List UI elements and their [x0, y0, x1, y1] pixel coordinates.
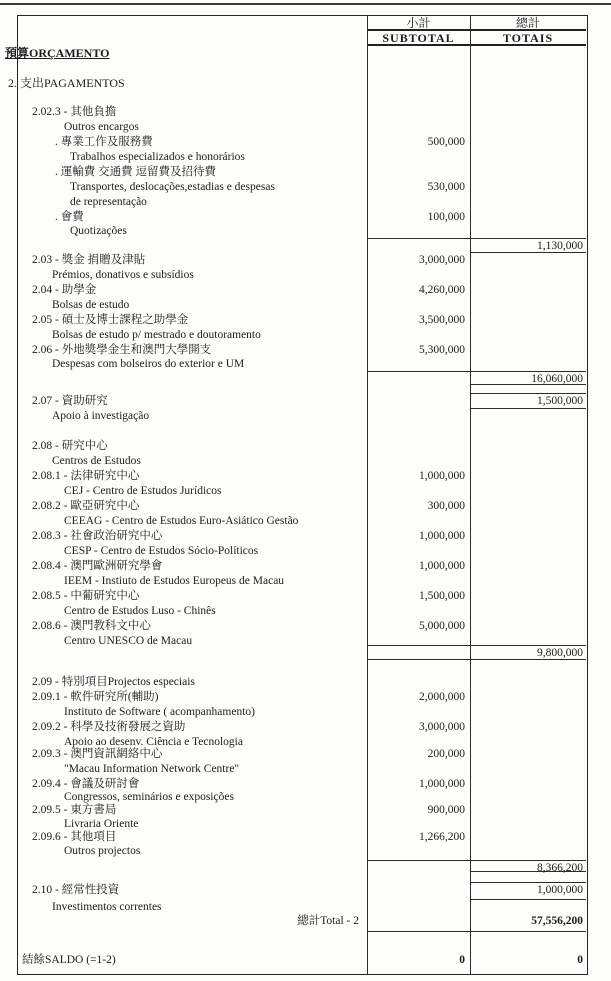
- totais-value: [470, 803, 586, 817]
- row-label: [18, 932, 367, 953]
- row-label: 2.08.5 - 中葡研究中心: [32, 590, 140, 602]
- totais-value: [470, 283, 586, 298]
- subtotal-value: [367, 105, 470, 120]
- row-label: [18, 872, 367, 883]
- table-row: [5, 46, 586, 61]
- table-row: [18, 514, 586, 529]
- totais-value: [470, 454, 586, 469]
- table-row: [18, 165, 586, 180]
- totais-value: [470, 385, 586, 394]
- subtotal-value: [367, 762, 470, 777]
- subtotal-value: [367, 61, 470, 76]
- row-label: [18, 645, 367, 660]
- row-label: [18, 385, 367, 394]
- subtotal-value: [367, 574, 470, 589]
- totais-value: [470, 529, 586, 544]
- table-row: [18, 135, 586, 150]
- totais-value: [470, 61, 586, 76]
- subtotal-value: 3,000,000: [419, 254, 465, 266]
- header-label-spacer: [18, 31, 367, 46]
- totais-value: [470, 357, 586, 371]
- totais-value: [470, 150, 586, 165]
- totais-value: [470, 762, 586, 777]
- row-label: Prémios, donativos e subsídios: [52, 269, 194, 281]
- table-row: [18, 298, 586, 313]
- table-row: [18, 777, 586, 790]
- row-label: CEEAG - Centro de Estudos Euro-Asiático Gestão: [64, 515, 299, 527]
- subtotal-value: [367, 660, 470, 675]
- row-label: Livraria Oriente: [64, 818, 139, 830]
- subtotal-value: [367, 298, 470, 313]
- totais-value: [470, 705, 586, 720]
- row-label: [18, 424, 367, 439]
- subtotal-value: 2,000,000: [419, 691, 465, 703]
- table-row: [18, 238, 586, 253]
- table-row: [18, 343, 586, 357]
- table-row: [18, 439, 586, 454]
- subtotal-value: [367, 268, 470, 283]
- table-row: [18, 675, 586, 690]
- subtotal-value: [367, 872, 470, 883]
- totais-value: 8,366,200: [470, 860, 586, 872]
- row-label: 2.04 - 助學金: [32, 284, 97, 296]
- row-label: 2.08 - 研究中心: [32, 440, 108, 452]
- subtotal-value: [367, 484, 470, 499]
- column-divider-right: [470, 16, 471, 974]
- totais-value: 9,800,000: [470, 645, 586, 660]
- table-row: [18, 589, 586, 604]
- table-row: [18, 120, 586, 135]
- row-label: Bolsas de estudo p/ mestrado e doutoramento: [52, 329, 261, 341]
- totais-value: [470, 872, 586, 883]
- totais-value: [470, 92, 586, 105]
- subtotal-value: [367, 409, 470, 424]
- subtotal-value: [367, 860, 470, 872]
- row-label: Quotizações: [70, 225, 127, 237]
- table-row: [18, 92, 586, 105]
- row-label: Transportes, deslocações,estadias e despesas: [70, 181, 275, 193]
- table-row: [18, 900, 586, 914]
- row-label: de representação: [70, 196, 147, 208]
- row-label: [18, 860, 367, 872]
- row-label: 2.08.1 - 法律研究中心: [32, 470, 140, 482]
- page-top-rule: [0, 3, 611, 5]
- table-row: [18, 803, 586, 817]
- table-row: [18, 634, 586, 645]
- table-row: [18, 313, 586, 328]
- subtotal-value: [367, 817, 470, 830]
- table-header-row-pt: [18, 31, 586, 46]
- table-row: [18, 357, 586, 371]
- totais-value: [460, 76, 576, 92]
- column-header-subtotal: SUBTOTAL: [367, 31, 470, 46]
- subtotal-value: 1,000,000: [419, 778, 465, 790]
- row-label: Instituto de Software ( acompanhamento): [64, 706, 255, 718]
- row-label: 2.08.6 - 澳門教科文中心: [32, 620, 151, 632]
- subtotal-value: [367, 514, 470, 529]
- subtotal-value: 4,260,000: [419, 284, 465, 296]
- row-label: Apoio à investigação: [52, 410, 150, 422]
- row-label: Investimentos correntes: [52, 901, 162, 913]
- row-label: . 會費: [55, 211, 84, 223]
- row-label: Outros encargos: [64, 121, 139, 133]
- table-row: [18, 328, 586, 343]
- totais-value: [470, 720, 586, 735]
- subtotal-value: [367, 735, 470, 747]
- table-row: [18, 454, 586, 469]
- totais-value: 57,556,200: [470, 914, 586, 932]
- table-row: [18, 645, 586, 660]
- totais-value: [470, 735, 586, 747]
- totais-value: [470, 105, 586, 120]
- table-row: [18, 105, 586, 120]
- subtotal-value: [367, 371, 470, 385]
- row-label: [18, 371, 367, 385]
- totais-value: 1,500,000: [470, 394, 586, 409]
- table-row: [18, 953, 586, 973]
- totais-value: [470, 195, 586, 210]
- subtotal-value: 1,266,200: [419, 831, 465, 843]
- row-label: . 專業工作及服務費: [55, 136, 153, 148]
- table-row: [18, 559, 586, 574]
- subtotal-value: 1,000,000: [419, 530, 465, 542]
- totais-value: [470, 439, 586, 454]
- row-label: IEEM - Instiuto de Estudos Europeus de Macau: [64, 575, 285, 587]
- totais-value: [470, 690, 586, 705]
- subtotal-value: [367, 844, 470, 860]
- totais-value: [470, 817, 586, 830]
- table-row: [18, 283, 586, 298]
- subtotal-value: [367, 454, 470, 469]
- row-label: Outros projectos: [64, 845, 141, 857]
- subtotal-value: [367, 357, 470, 371]
- subtotal-value: [367, 424, 470, 439]
- subtotal-value: 0: [459, 954, 465, 966]
- table-row: [18, 619, 586, 634]
- column-divider-left: [367, 16, 368, 974]
- table-row: [18, 790, 586, 803]
- row-label: Centros de Estudos: [52, 455, 141, 467]
- row-label: 2.09.2 - 科學及技術發展之資助: [32, 721, 186, 733]
- table-row: [18, 61, 586, 76]
- row-label: Centro de Estudos Luso - Chinês: [64, 605, 216, 617]
- row-label: 總計Total - 2: [297, 915, 359, 927]
- totais-value: [470, 604, 586, 619]
- subtotal-value: [367, 394, 470, 409]
- table-row: [18, 253, 586, 268]
- subtotal-value: [367, 634, 470, 645]
- subtotal-value: [367, 150, 470, 165]
- table-row: [18, 817, 586, 830]
- totais-value: [470, 559, 586, 574]
- subtotal-value: [367, 883, 470, 900]
- totais-value: [470, 313, 586, 328]
- totais-value: 0: [577, 954, 583, 966]
- subtotal-value: [367, 705, 470, 720]
- totais-value: [470, 343, 586, 357]
- table-row: [18, 830, 586, 844]
- table-row: [18, 180, 586, 195]
- totais-value: [470, 469, 586, 484]
- subtotal-value: 100,000: [427, 211, 465, 223]
- subtotal-value: 5,000,000: [419, 620, 465, 632]
- totais-value: [470, 900, 586, 914]
- table-row: [18, 224, 586, 238]
- totais-value: [470, 253, 586, 268]
- subtotal-value: 1,000,000: [419, 470, 465, 482]
- totais-value: 1,000,000: [470, 883, 586, 900]
- table-row: [18, 424, 586, 439]
- table-row: [18, 747, 586, 762]
- totais-value: [470, 660, 586, 675]
- totais-value: [470, 135, 586, 150]
- row-label: 2.09.1 - 軟件研究所(輔助): [32, 691, 159, 703]
- table-row: [18, 484, 586, 499]
- table-row: [18, 914, 586, 932]
- subtotal-value: 500,000: [427, 136, 465, 148]
- subtotal-value: [367, 224, 470, 238]
- subtotal-value: 200,000: [427, 748, 465, 760]
- table-row: [18, 844, 586, 860]
- totais-value: [470, 790, 586, 803]
- subtotal-value: [367, 195, 470, 210]
- table-row: [18, 883, 586, 900]
- row-label: 2.09.6 - 其他項目: [32, 831, 117, 843]
- subtotal-value: [367, 604, 470, 619]
- totais-value: [470, 932, 586, 953]
- subtotal-value: 1,000,000: [419, 560, 465, 572]
- table-row: [18, 150, 586, 165]
- subtotal-value: [367, 544, 470, 559]
- totais-value: [470, 675, 586, 690]
- subtotal-value: [367, 932, 470, 953]
- row-label: CESP - Centro de Estudos Sócio-Políticos: [64, 545, 259, 557]
- row-label: [18, 238, 367, 253]
- totais-value: [470, 165, 586, 180]
- table-row: [18, 660, 586, 675]
- row-label: 2.08.4 - 澳門歐洲研究學會: [32, 560, 163, 572]
- totais-value: [470, 484, 586, 499]
- subtotal-value: [354, 46, 457, 61]
- totais-value: [470, 409, 586, 424]
- totais-value: [470, 634, 586, 645]
- table-row: [18, 690, 586, 705]
- header-label-spacer: [18, 16, 367, 31]
- row-label: 2.09.5 - 東方書局: [32, 804, 117, 816]
- totais-value: [470, 777, 586, 790]
- totais-value: [470, 544, 586, 559]
- subtotal-value: [367, 645, 470, 660]
- totais-value: [470, 268, 586, 283]
- table-row: [18, 544, 586, 559]
- column-header-totais: TOTAIS: [470, 31, 586, 46]
- subtotal-value: [367, 439, 470, 454]
- row-label: 2.08.3 - 社會政治研究中心: [32, 530, 163, 542]
- subtotal-value: 3,000,000: [419, 721, 465, 733]
- subtotal-value: 1,500,000: [419, 590, 465, 602]
- row-label: [18, 92, 367, 105]
- subtotal-value: [357, 76, 460, 92]
- totais-value: [470, 328, 586, 343]
- subtotal-value: 300,000: [427, 500, 465, 512]
- totais-value: [470, 424, 586, 439]
- subtotal-value: 530,000: [427, 181, 465, 193]
- subtotal-value: [367, 92, 470, 105]
- table-row: [18, 762, 586, 777]
- totais-value: 16,060,000: [470, 371, 586, 385]
- subtotal-value: [367, 385, 470, 394]
- row-label: 2.09.3 - 澳門資訊網絡中心: [32, 748, 163, 760]
- row-label: 2. 支出PAGAMENTOS: [8, 76, 125, 90]
- row-label: Centro UNESCO de Macau: [64, 635, 193, 647]
- totais-value: [470, 298, 586, 313]
- table-row: [18, 860, 586, 872]
- budget-table: [5, 15, 588, 975]
- subtotal-value: 5,300,000: [419, 344, 465, 356]
- row-label: 預算ORÇAMENTO: [5, 46, 110, 60]
- totais-value: [470, 574, 586, 589]
- totais-value: [457, 46, 573, 61]
- subtotal-value: 3,500,000: [419, 314, 465, 326]
- row-label: Apoio ao desenv. Ciência e Tecnologia: [64, 736, 243, 748]
- table-row: [18, 394, 586, 409]
- table-row: [18, 574, 586, 589]
- row-label: . 運輸費 交通費 逗留費及招待費: [55, 166, 216, 178]
- table-row: [18, 604, 586, 619]
- totais-value: [470, 499, 586, 514]
- row-label: 2.09.4 - 會議及研討會: [32, 778, 140, 790]
- totais-value: [470, 120, 586, 135]
- subtotal-value: [367, 900, 470, 914]
- table-row: [18, 371, 586, 385]
- totais-value: [470, 844, 586, 860]
- totais-value: [470, 589, 586, 604]
- table-row: [18, 529, 586, 544]
- totais-value: [470, 747, 586, 762]
- row-label: 2.02.3 - 其他負擔: [32, 106, 117, 118]
- subtotal-value: [367, 328, 470, 343]
- row-label: 2.07 - 資助研究: [32, 395, 108, 407]
- row-label: 2.09 - 特別項目Projectos especiais: [32, 676, 195, 688]
- table-body: [5, 46, 587, 973]
- totais-value: [470, 830, 586, 844]
- row-label: 結餘SALDO (=1-2): [22, 954, 116, 966]
- row-label: Despesas com bolseiros do exterior e UM: [52, 358, 245, 370]
- subtotal-value: [367, 914, 470, 932]
- row-label: [18, 61, 367, 76]
- totais-value: [470, 514, 586, 529]
- row-label: Congressos, seminários e exposições: [64, 791, 234, 803]
- table-header-row-zh: [18, 16, 586, 31]
- row-label: 2.03 - 獎金 捐贈及津貼: [32, 254, 146, 266]
- table-row: [18, 385, 586, 394]
- table-row: [18, 872, 586, 883]
- table-row: [18, 705, 586, 720]
- column-header-totais-zh: 總計: [470, 16, 586, 31]
- totais-value: [470, 619, 586, 634]
- row-label: 2.08.2 - 歐亞研究中心: [32, 500, 140, 512]
- column-header-subtotal-zh: 小計: [367, 16, 470, 31]
- table-row: [18, 469, 586, 484]
- subtotal-value: [367, 120, 470, 135]
- row-label: Bolsas de estudo: [52, 299, 130, 311]
- table-row: [18, 210, 586, 224]
- table-row: [18, 409, 586, 424]
- table-row: [18, 932, 586, 953]
- row-label: "Macau Information Network Centre": [64, 763, 240, 775]
- subtotal-value: [367, 165, 470, 180]
- totais-value: [470, 210, 586, 224]
- table-row: [18, 195, 586, 210]
- subtotal-value: [367, 675, 470, 690]
- table-row: [18, 720, 586, 735]
- row-label: 2.06 - 外地獎學金生和澳門大學開支: [32, 344, 212, 356]
- row-label: Trabalhos especializados e honorários: [70, 151, 245, 163]
- table-row: [18, 268, 586, 283]
- row-label: [18, 660, 367, 675]
- table-row: [8, 76, 586, 92]
- table-row: [18, 499, 586, 514]
- totais-value: [470, 224, 586, 238]
- row-label: 2.10 - 經常性投資: [32, 884, 120, 896]
- subtotal-value: 900,000: [427, 804, 465, 816]
- subtotal-value: [367, 790, 470, 803]
- totais-value: 1,130,000: [470, 238, 586, 253]
- subtotal-value: [367, 238, 470, 253]
- totais-value: [470, 180, 586, 195]
- row-label: CEJ - Centro de Estudos Jurídicos: [64, 485, 222, 497]
- table-row: [18, 735, 586, 747]
- row-label: 2.05 - 碩士及博士課程之助學金: [32, 314, 189, 326]
